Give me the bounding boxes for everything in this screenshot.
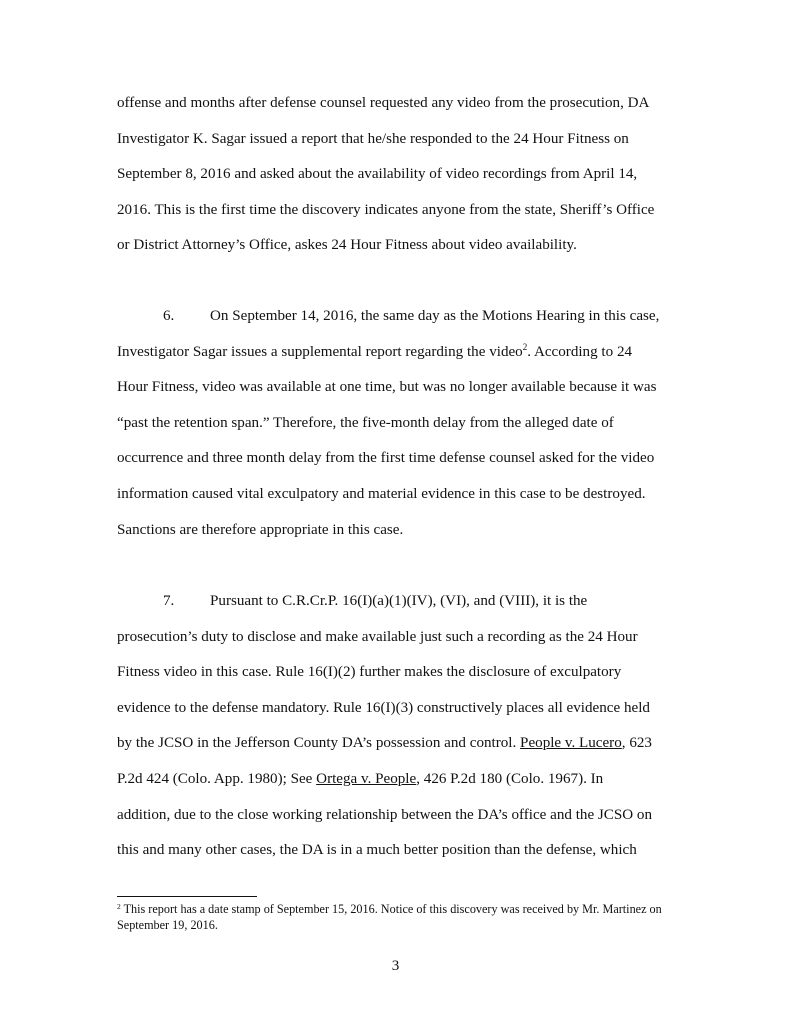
text-line bbox=[117, 584, 677, 620]
text-line: “past the retention span.” Therefore, the five-month delay from the alleged date of bbox=[117, 414, 614, 431]
case-citation: People v. Lucero bbox=[520, 735, 622, 752]
page-number: 3 bbox=[391, 958, 400, 974]
text-span: , 623 bbox=[621, 735, 652, 752]
text-span: On September 14, 2016, the same day as the Motions Hearing in this case, bbox=[210, 308, 660, 324]
text-line: occurrence and three month delay from the first time defense counsel asked for the video bbox=[117, 450, 655, 467]
text-line: September 8, 2016 and asked about the availability of video recordings from April 14, bbox=[117, 166, 638, 183]
text-line: or District Attorney’s Office, askes 24 Hour Fitness about video availability. bbox=[117, 237, 577, 254]
text-line: Investigator K. Sagar issued a report that he/she responded to the 24 Hour Fitness on bbox=[117, 130, 629, 147]
footnote-separator bbox=[117, 896, 257, 897]
text-span: , 426 P.2d 180 (Colo. 1967). In bbox=[416, 770, 604, 787]
footnote-text: This report has a date stamp of September 15, 2016. Notice of this discovery was received by Mr. Martinez on September 19, 2016. bbox=[117, 902, 662, 932]
paragraph-number: 7. bbox=[163, 593, 175, 609]
text-line bbox=[117, 335, 677, 371]
paragraph-7 bbox=[117, 584, 677, 869]
text-line: prosecution’s duty to disclose and make available just such a recording as the 24 Hour bbox=[117, 628, 638, 645]
text-line: evidence to the defense mandatory. Rule 16(I)(3) constructively places all evidence held bbox=[117, 699, 650, 716]
text-line bbox=[117, 299, 677, 335]
case-citation: Ortega v. People bbox=[316, 770, 417, 787]
paragraph-6 bbox=[117, 299, 677, 548]
text-line: addition, due to the close working relationship between the DA’s office and the JCSO on bbox=[117, 806, 653, 823]
footnote-marker: 2 bbox=[117, 902, 121, 911]
text-line: Fitness video in this case. Rule 16(I)(2) further makes the disclosure of exculpatory bbox=[117, 664, 622, 681]
text-line: offense and months after defense counsel requested any video from the prosecution, DA bbox=[117, 95, 650, 111]
text-span: Investigator Sagar issues a supplemental report regarding the video bbox=[117, 343, 523, 360]
paragraph-continued bbox=[117, 86, 677, 264]
text-line bbox=[117, 726, 677, 762]
text-span: . According to 24 bbox=[527, 343, 633, 360]
text-span: P.2d 424 (Colo. App. 1980); See bbox=[117, 770, 317, 787]
paragraph-number: 6. bbox=[163, 308, 175, 324]
text-line: Sanctions are therefore appropriate in this case. bbox=[117, 521, 404, 538]
text-line: 2016. This is the first time the discovery indicates anyone from the state, Sheriff’s Office bbox=[117, 201, 655, 218]
footnote-reference[interactable]: 2 bbox=[522, 341, 528, 352]
text-line: Hour Fitness, video was available at one time, but was no longer available because it was bbox=[117, 379, 657, 396]
text-line: information caused vital exculpatory and material evidence in this case to be destroyed. bbox=[117, 485, 646, 502]
text-line: this and many other cases, the DA is in a much better position than the defense, which bbox=[117, 842, 637, 859]
text-span: by the JCSO in the Jefferson County DA’s possession and control. bbox=[117, 735, 521, 752]
text-line bbox=[117, 762, 677, 798]
footnote bbox=[117, 902, 677, 933]
text-span: Pursuant to C.R.Cr.P. 16(I)(a)(1)(IV), (VI), and (VIII), it is the bbox=[210, 593, 588, 609]
